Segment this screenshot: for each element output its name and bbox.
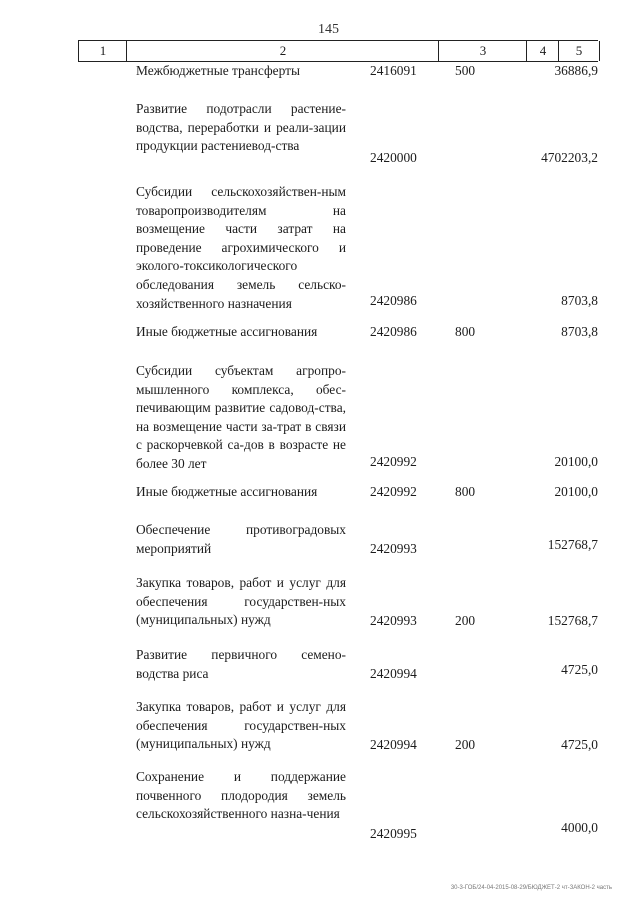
row-code: 2420986 <box>370 293 417 309</box>
row-amount: 152768,7 <box>547 537 598 553</box>
row-amount: 36886,9 <box>554 63 598 79</box>
table-header-row <box>78 40 598 62</box>
row-name: Закупка товаров, работ и услуг для обеспечения государствен-ных (муниципальных) нужд <box>136 575 346 628</box>
row-kvr: 200 <box>455 613 476 629</box>
row-code: 2420994 <box>370 666 417 682</box>
row-name: Сохранение и поддержание почвенного плодородия земель сельскохозяйственного назна-чения <box>136 769 346 822</box>
document-footer: 30-3-ГОБ/24-04-2015-08-29/БЮДЖЕТ-2 чт-ЗАКОН-2 часть <box>450 885 612 891</box>
row-amount: 152768,7 <box>547 613 598 629</box>
row-name: Развитие первичного семено-водства риса <box>136 647 346 681</box>
page-number: 145 <box>318 22 339 37</box>
row-amount: 20100,0 <box>554 484 598 500</box>
row-name: Иные бюджетные ассигнования <box>136 324 318 339</box>
row-kvr: 500 <box>455 63 476 79</box>
row-kvr: 800 <box>455 324 476 340</box>
row-name: Субсидии субъектам агропро-мышленного комплекса, обес-печивающим развитие садовод-ства, на возмещение части за-трат в связи с раскорчевкой са-дов в возрасте не более 30 лет <box>136 363 346 471</box>
row-code: 2416091 <box>370 63 417 79</box>
row-code: 2420000 <box>370 150 417 166</box>
header-col-2: 2 <box>126 41 439 61</box>
row-kvr: 200 <box>455 737 476 753</box>
row-name: Межбюджетные трансферты <box>136 63 300 78</box>
row-name: Закупка товаров, работ и услуг для обеспечения государствен-ных (муниципальных) нужд <box>136 699 346 752</box>
row-code: 2420995 <box>370 826 417 842</box>
header-col-1: 1 <box>78 41 127 61</box>
header-col-4: 4 <box>526 41 559 61</box>
table-row <box>0 521 640 559</box>
table-row <box>0 768 640 844</box>
row-code: 2420994 <box>370 737 417 753</box>
row-amount: 4725,0 <box>561 737 598 753</box>
row-name: Обеспечение противоградовых мероприятий <box>136 522 346 556</box>
row-amount: 20100,0 <box>554 454 598 470</box>
row-name: Иные бюджетные ассигнования <box>136 484 318 499</box>
table-row <box>0 483 640 502</box>
table-row <box>0 698 640 755</box>
row-amount: 4000,0 <box>561 820 598 836</box>
table-row <box>0 362 640 472</box>
table-row <box>0 323 640 342</box>
row-amount: 4725,0 <box>561 662 598 678</box>
row-code: 2420993 <box>370 541 417 557</box>
row-code: 2420992 <box>370 484 417 500</box>
table-row <box>0 183 640 311</box>
row-name: Субсидии сельскохозяйствен-ным товаропроизводителям на возмещение части затрат на проведение агрохимического и эколого-токсикологического обследования земель сельско-хозяйственного назначения <box>136 184 346 311</box>
header-col-3: 3 <box>438 41 527 61</box>
row-name: Развитие подотрасли растение-водства, переработки и реали-зации продукции растениевод-ства <box>136 101 346 154</box>
row-code: 2420986 <box>370 324 417 340</box>
table-row <box>0 100 640 176</box>
header-col-5: 5 <box>558 41 600 61</box>
row-amount: 8703,8 <box>561 293 598 309</box>
table-row <box>0 62 640 81</box>
table-row <box>0 646 640 684</box>
row-amount: 4702203,2 <box>541 150 598 166</box>
table-row <box>0 574 640 631</box>
row-kvr: 800 <box>455 484 476 500</box>
row-code: 2420993 <box>370 613 417 629</box>
row-amount: 8703,8 <box>561 324 598 340</box>
row-code: 2420992 <box>370 454 417 470</box>
